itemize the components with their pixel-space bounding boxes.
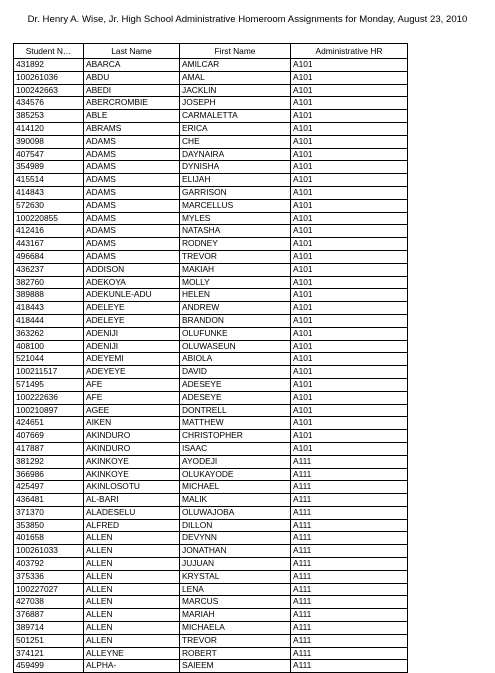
- student-number-cell: 100242663: [14, 84, 84, 97]
- last-name-cell: ADENIJI: [84, 340, 180, 353]
- student-number-cell: 366986: [14, 468, 84, 481]
- homeroom-cell: A101: [291, 84, 408, 97]
- table-row: [14, 506, 408, 519]
- last-name-cell: ALLEN: [84, 583, 180, 596]
- homeroom-cell: A101: [291, 59, 408, 72]
- first-name-cell: TREVOR: [180, 634, 291, 647]
- last-name-cell: AKINKOYE: [84, 455, 180, 468]
- table-row: [14, 302, 408, 315]
- first-name-cell: ELIJAH: [180, 174, 291, 187]
- last-name-cell: ADEKOYA: [84, 276, 180, 289]
- table-row: [14, 148, 408, 161]
- first-name-cell: SAIEEM: [180, 660, 291, 673]
- homeroom-cell: A111: [291, 468, 408, 481]
- homeroom-cell: A101: [291, 353, 408, 366]
- homeroom-cell: A101: [291, 378, 408, 391]
- first-name-cell: DILLON: [180, 519, 291, 532]
- table-row: [14, 430, 408, 443]
- first-name-cell: MARIAH: [180, 609, 291, 622]
- homeroom-cell: A101: [291, 442, 408, 455]
- student-number-cell: 407669: [14, 430, 84, 443]
- student-number-cell: 376887: [14, 609, 84, 622]
- last-name-cell: ADAMS: [84, 225, 180, 238]
- table-row: [14, 276, 408, 289]
- table-row: [14, 596, 408, 609]
- table-row: [14, 314, 408, 327]
- last-name-cell: ABEDI: [84, 84, 180, 97]
- last-name-cell: AFE: [84, 391, 180, 404]
- student-number-cell: 436481: [14, 494, 84, 507]
- table-row: [14, 122, 408, 135]
- table-row: [14, 494, 408, 507]
- last-name-cell: ALLEYNE: [84, 647, 180, 660]
- homeroom-cell: A111: [291, 455, 408, 468]
- first-name-cell: CHRISTOPHER: [180, 430, 291, 443]
- last-name-cell: ABLE: [84, 110, 180, 123]
- homeroom-cell: A101: [291, 148, 408, 161]
- last-name-cell: ADAMS: [84, 212, 180, 225]
- last-name-cell: ALFRED: [84, 519, 180, 532]
- first-name-cell: AMILCAR: [180, 59, 291, 72]
- last-name-cell: ADEYEMI: [84, 353, 180, 366]
- table-row: [14, 71, 408, 84]
- first-name-cell: HELEN: [180, 289, 291, 302]
- table-row: [14, 378, 408, 391]
- table-row: [14, 59, 408, 72]
- student-number-cell: 375336: [14, 570, 84, 583]
- last-name-cell: ADEYEYE: [84, 366, 180, 379]
- last-name-cell: AIKEN: [84, 417, 180, 430]
- first-name-cell: ADESEYE: [180, 391, 291, 404]
- last-name-cell: AKINDURO: [84, 442, 180, 455]
- first-name-cell: MAKIAH: [180, 263, 291, 276]
- student-number-cell: 427038: [14, 596, 84, 609]
- table-row: [14, 250, 408, 263]
- column-header-student-number: Student N…: [14, 44, 84, 59]
- homeroom-cell: A101: [291, 327, 408, 340]
- homeroom-cell: A101: [291, 97, 408, 110]
- homeroom-cell: A101: [291, 238, 408, 251]
- first-name-cell: MALIK: [180, 494, 291, 507]
- student-number-cell: 390098: [14, 135, 84, 148]
- table-row: [14, 366, 408, 379]
- last-name-cell: ALPHA-: [84, 660, 180, 673]
- first-name-cell: ADESEYE: [180, 378, 291, 391]
- homeroom-cell: A101: [291, 430, 408, 443]
- student-number-cell: 412416: [14, 225, 84, 238]
- student-number-cell: 100222636: [14, 391, 84, 404]
- table-row: [14, 455, 408, 468]
- table-row: [14, 583, 408, 596]
- last-name-cell: ALLEN: [84, 545, 180, 558]
- first-name-cell: MICHAEL: [180, 481, 291, 494]
- first-name-cell: JACKLIN: [180, 84, 291, 97]
- first-name-cell: OLUWASEUN: [180, 340, 291, 353]
- column-header-administrative-hr: Administrative HR: [291, 44, 408, 59]
- first-name-cell: TREVOR: [180, 250, 291, 263]
- homeroom-cell: A101: [291, 263, 408, 276]
- first-name-cell: MATTHEW: [180, 417, 291, 430]
- student-number-cell: 572630: [14, 199, 84, 212]
- student-number-cell: 100227027: [14, 583, 84, 596]
- table-row: [14, 647, 408, 660]
- homeroom-cell: A101: [291, 314, 408, 327]
- first-name-cell: ROBERT: [180, 647, 291, 660]
- table-row: [14, 161, 408, 174]
- first-name-cell: AYODEJI: [180, 455, 291, 468]
- student-number-cell: 417887: [14, 442, 84, 455]
- first-name-cell: ERICA: [180, 122, 291, 135]
- last-name-cell: ADAMS: [84, 186, 180, 199]
- last-name-cell: ALLEN: [84, 634, 180, 647]
- table-row: [14, 186, 408, 199]
- student-number-cell: 389888: [14, 289, 84, 302]
- homeroom-cell: A111: [291, 558, 408, 571]
- first-name-cell: DONTRELL: [180, 404, 291, 417]
- first-name-cell: MICHAELA: [180, 622, 291, 635]
- student-number-cell: 425497: [14, 481, 84, 494]
- last-name-cell: ADAMS: [84, 238, 180, 251]
- first-name-cell: MYLES: [180, 212, 291, 225]
- last-name-cell: ABARCA: [84, 59, 180, 72]
- last-name-cell: ALADESELU: [84, 506, 180, 519]
- student-number-cell: 100210897: [14, 404, 84, 417]
- last-name-cell: ADEKUNLE-ADU: [84, 289, 180, 302]
- first-name-cell: MOLLY: [180, 276, 291, 289]
- table-header-row: [14, 44, 408, 59]
- table-row: [14, 468, 408, 481]
- last-name-cell: ALLEN: [84, 570, 180, 583]
- last-name-cell: AGEE: [84, 404, 180, 417]
- homeroom-cell: A111: [291, 583, 408, 596]
- table-row: [14, 212, 408, 225]
- last-name-cell: ABERCROMBIE: [84, 97, 180, 110]
- homeroom-cell: A101: [291, 174, 408, 187]
- student-number-cell: 389714: [14, 622, 84, 635]
- first-name-cell: RODNEY: [180, 238, 291, 251]
- homeroom-cell: A101: [291, 212, 408, 225]
- first-name-cell: JOSEPH: [180, 97, 291, 110]
- table-row: [14, 558, 408, 571]
- student-number-cell: 354989: [14, 161, 84, 174]
- homeroom-cell: A111: [291, 647, 408, 660]
- table-row: [14, 545, 408, 558]
- last-name-cell: ADAMS: [84, 135, 180, 148]
- last-name-cell: ALLEN: [84, 558, 180, 571]
- last-name-cell: ALLEN: [84, 609, 180, 622]
- table-row: [14, 417, 408, 430]
- homeroom-cell: A101: [291, 289, 408, 302]
- table-row: [14, 225, 408, 238]
- student-number-cell: 100220855: [14, 212, 84, 225]
- homeroom-cell: A101: [291, 391, 408, 404]
- first-name-cell: GARRISON: [180, 186, 291, 199]
- homeroom-cell: A101: [291, 404, 408, 417]
- student-number-cell: 418443: [14, 302, 84, 315]
- student-number-cell: 436237: [14, 263, 84, 276]
- table-row: [14, 97, 408, 110]
- last-name-cell: ADDISON: [84, 263, 180, 276]
- last-name-cell: AFE: [84, 378, 180, 391]
- student-number-cell: 363262: [14, 327, 84, 340]
- homeroom-cell: A111: [291, 660, 408, 673]
- last-name-cell: ADENIJI: [84, 327, 180, 340]
- homeroom-cell: A111: [291, 609, 408, 622]
- table-row: [14, 135, 408, 148]
- first-name-cell: OLUWAJOBA: [180, 506, 291, 519]
- homeroom-cell: A101: [291, 302, 408, 315]
- first-name-cell: NATASHA: [180, 225, 291, 238]
- student-number-cell: 371370: [14, 506, 84, 519]
- homeroom-cell: A101: [291, 250, 408, 263]
- first-name-cell: DAVID: [180, 366, 291, 379]
- table-row: [14, 353, 408, 366]
- student-number-cell: 501251: [14, 634, 84, 647]
- first-name-cell: OLUFUNKE: [180, 327, 291, 340]
- first-name-cell: ABIOLA: [180, 353, 291, 366]
- homeroom-cell: A111: [291, 596, 408, 609]
- last-name-cell: ADELEYE: [84, 314, 180, 327]
- last-name-cell: ALLEN: [84, 596, 180, 609]
- table-row: [14, 532, 408, 545]
- table-row: [14, 609, 408, 622]
- first-name-cell: ISAAC: [180, 442, 291, 455]
- first-name-cell: DEVYNN: [180, 532, 291, 545]
- first-name-cell: DYNISHA: [180, 161, 291, 174]
- last-name-cell: ABDU: [84, 71, 180, 84]
- student-number-cell: 407547: [14, 148, 84, 161]
- homeroom-cell: A111: [291, 481, 408, 494]
- student-number-cell: 414120: [14, 122, 84, 135]
- student-number-cell: 496684: [14, 250, 84, 263]
- student-number-cell: 381292: [14, 455, 84, 468]
- student-number-cell: 424651: [14, 417, 84, 430]
- student-number-cell: 431892: [14, 59, 84, 72]
- last-name-cell: AKINDURO: [84, 430, 180, 443]
- student-number-cell: 353850: [14, 519, 84, 532]
- homeroom-cell: A111: [291, 622, 408, 635]
- table-row: [14, 199, 408, 212]
- first-name-cell: CARMALETTA: [180, 110, 291, 123]
- student-number-cell: 100261036: [14, 71, 84, 84]
- student-number-cell: 434576: [14, 97, 84, 110]
- student-number-cell: 415514: [14, 174, 84, 187]
- homeroom-cell: A111: [291, 532, 408, 545]
- homeroom-cell: A101: [291, 71, 408, 84]
- table-row: [14, 263, 408, 276]
- first-name-cell: BRANDON: [180, 314, 291, 327]
- column-header-first-name: First Name: [180, 44, 291, 59]
- first-name-cell: ANDREW: [180, 302, 291, 315]
- column-header-last-name: Last Name: [84, 44, 180, 59]
- homeroom-cell: A101: [291, 276, 408, 289]
- last-name-cell: ADAMS: [84, 199, 180, 212]
- last-name-cell: ADELEYE: [84, 302, 180, 315]
- document-title: Dr. Henry A. Wise, Jr. High School Administrative Homeroom Assignments for Monday, August 23, 2010: [27, 14, 468, 25]
- last-name-cell: AL-BARI: [84, 494, 180, 507]
- student-number-cell: 459499: [14, 660, 84, 673]
- student-number-cell: 385253: [14, 110, 84, 123]
- first-name-cell: OLUKAYODE: [180, 468, 291, 481]
- first-name-cell: MARCUS: [180, 596, 291, 609]
- homeroom-cell: A101: [291, 161, 408, 174]
- last-name-cell: ADAMS: [84, 148, 180, 161]
- student-number-cell: 521044: [14, 353, 84, 366]
- table-row: [14, 634, 408, 647]
- homeroom-cell: A101: [291, 122, 408, 135]
- first-name-cell: MARCELLUS: [180, 199, 291, 212]
- student-number-cell: 443167: [14, 238, 84, 251]
- last-name-cell: ADAMS: [84, 250, 180, 263]
- last-name-cell: AKINKOYE: [84, 468, 180, 481]
- homeroom-cell: A101: [291, 366, 408, 379]
- homeroom-cell: A111: [291, 494, 408, 507]
- last-name-cell: ABRAMS: [84, 122, 180, 135]
- student-number-cell: 374121: [14, 647, 84, 660]
- table-row: [14, 391, 408, 404]
- table-row: [14, 404, 408, 417]
- homeroom-table: [13, 43, 408, 673]
- table-row: [14, 442, 408, 455]
- last-name-cell: ALLEN: [84, 622, 180, 635]
- last-name-cell: ALLEN: [84, 532, 180, 545]
- table-row: [14, 660, 408, 673]
- student-number-cell: 382760: [14, 276, 84, 289]
- last-name-cell: ADAMS: [84, 174, 180, 187]
- table-row: [14, 84, 408, 97]
- homeroom-cell: A111: [291, 519, 408, 532]
- first-name-cell: CHE: [180, 135, 291, 148]
- first-name-cell: DAYNAIRA: [180, 148, 291, 161]
- first-name-cell: LENA: [180, 583, 291, 596]
- table-row: [14, 289, 408, 302]
- student-number-cell: 571495: [14, 378, 84, 391]
- student-number-cell: 401658: [14, 532, 84, 545]
- homeroom-cell: A111: [291, 506, 408, 519]
- table-body: [14, 59, 408, 673]
- student-number-cell: 414843: [14, 186, 84, 199]
- homeroom-cell: A101: [291, 417, 408, 430]
- last-name-cell: ADAMS: [84, 161, 180, 174]
- last-name-cell: AKINLOSOTU: [84, 481, 180, 494]
- table-row: [14, 327, 408, 340]
- table-row: [14, 622, 408, 635]
- homeroom-cell: A101: [291, 110, 408, 123]
- table-row: [14, 481, 408, 494]
- table-row: [14, 174, 408, 187]
- student-number-cell: 100211517: [14, 366, 84, 379]
- homeroom-cell: A101: [291, 135, 408, 148]
- table-row: [14, 340, 408, 353]
- student-number-cell: 403792: [14, 558, 84, 571]
- first-name-cell: JONATHAN: [180, 545, 291, 558]
- first-name-cell: KRYSTAL: [180, 570, 291, 583]
- table-row: [14, 570, 408, 583]
- table-row: [14, 238, 408, 251]
- student-number-cell: 408100: [14, 340, 84, 353]
- homeroom-cell: A101: [291, 225, 408, 238]
- homeroom-cell: A111: [291, 545, 408, 558]
- homeroom-cell: A111: [291, 634, 408, 647]
- homeroom-cell: A101: [291, 340, 408, 353]
- homeroom-cell: A111: [291, 570, 408, 583]
- homeroom-cell: A101: [291, 186, 408, 199]
- table-row: [14, 519, 408, 532]
- first-name-cell: AMAL: [180, 71, 291, 84]
- student-number-cell: 100261033: [14, 545, 84, 558]
- first-name-cell: JUJUAN: [180, 558, 291, 571]
- table-row: [14, 110, 408, 123]
- homeroom-cell: A101: [291, 199, 408, 212]
- student-number-cell: 418444: [14, 314, 84, 327]
